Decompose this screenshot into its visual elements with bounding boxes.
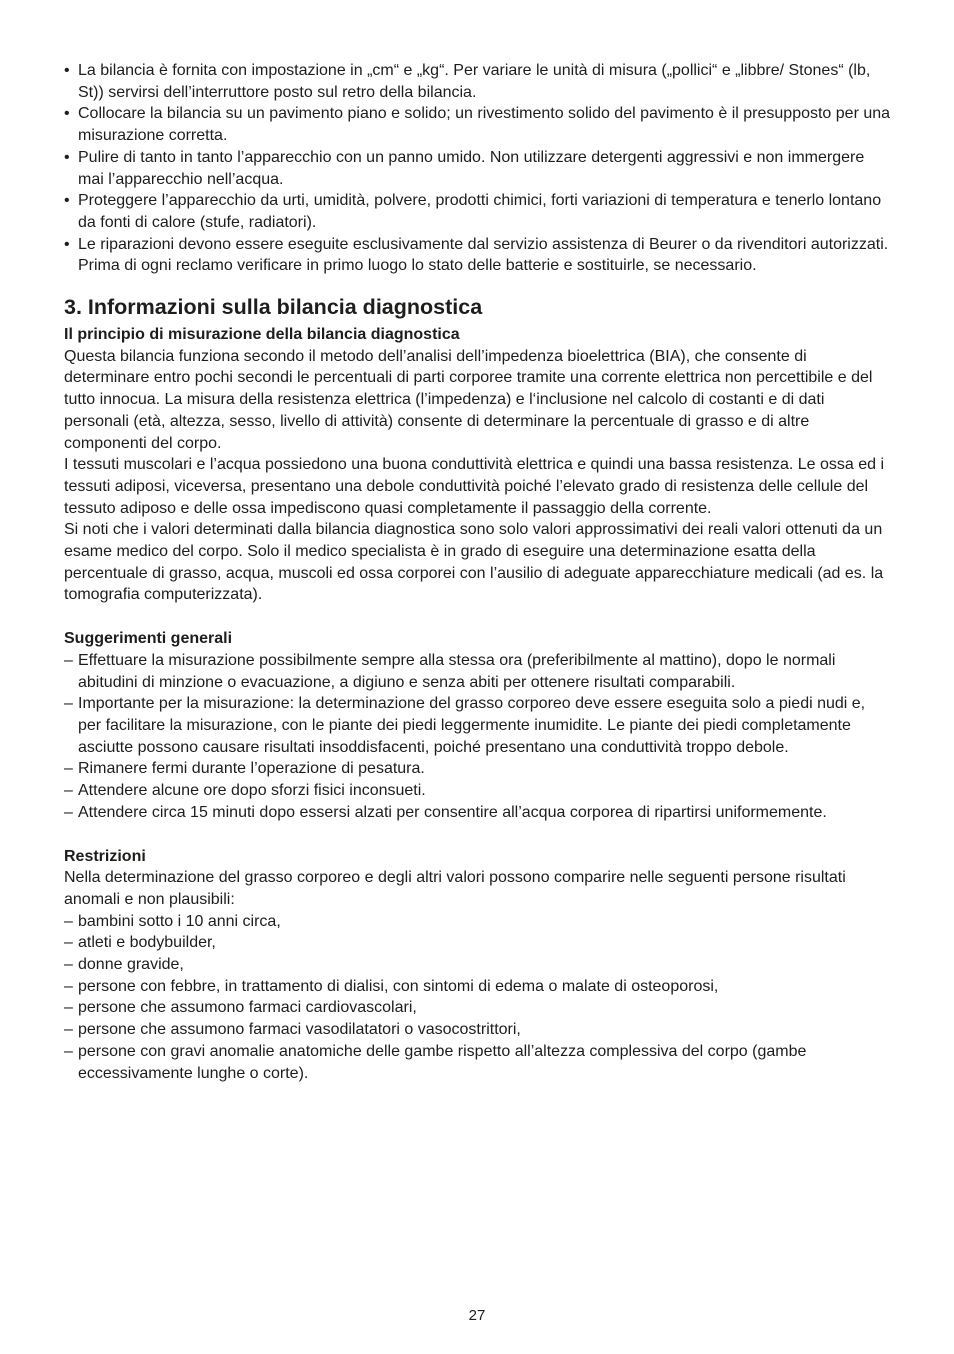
list-item: – Importante per la misurazione: la determinazione del grasso corporeo deve essere eseguita solo a piedi nudi e, per facilitare la misurazione, con le piante dei piedi leggermente inumidite. Le piante dei piedi completamente asciutte possono causare risultati insoddisfacenti, poiché presentano una conduttività troppo debole. <box>64 693 892 758</box>
principle-paragraph: I tessuti muscolari e l’acqua possiedono una buona conduttività elettrica e quindi una bassa resistenza. Le ossa ed i tessuti adiposi, viceversa, presentano una debole conduttività poiché l’elevato grado di resistenza delle cellule del tessuto adiposo e delle ossa impediscono quasi completamente il passaggio della corrente. <box>64 456 885 517</box>
list-item: – bambini sotto i 10 anni circa, <box>64 911 892 933</box>
list-item: – Effettuare la misurazione possibilmente sempre alla stessa ora (preferibilmente al mattino), dopo le normali abitudini di minzione o evacuazione, a digiuno e senza abiti per ottenere risultati comparabili. <box>64 650 892 693</box>
list-item: – persone con febbre, in trattamento di dialisi, con sintomi di edema o malate di osteoporosi, <box>64 976 892 998</box>
tips-list <box>64 650 892 824</box>
list-item: • Collocare la bilancia su un pavimento piano e solido; un rivestimento solido del pavimento è il presupposto per una misurazione corretta. <box>64 103 892 146</box>
principle-heading: Il principio di misurazione della bilancia diagnostica <box>64 326 460 344</box>
section-title: 3. Informazioni sulla bilancia diagnostica <box>64 295 483 320</box>
principle-paragraph: Si noti che i valori determinati dalla bilancia diagnostica sono solo valori approssimativi dei reali valori ottenuti da un esame medico del corpo. Solo il medico specialista è in grado di eseguire una determinazione esatta della percentuale di grasso, acqua, muscoli ed ossa corporei con l’ausilio di adeguate apparecchiature medicali (ad es. la tomografia computerizzata). <box>64 521 884 604</box>
list-item: – persone che assumono farmaci vasodilatatori o vasocostrittori, <box>64 1019 892 1041</box>
list-item: • Pulire di tanto in tanto l’apparecchio con un panno umido. Non utilizzare detergenti aggressivi e non immergere mai l’apparecchio nell’acqua. <box>64 147 892 190</box>
restrictions-intro: Nella determinazione del grasso corporeo e degli altri valori possono comparire nelle seguenti persone risultati anomali e non plausibili: <box>64 869 846 908</box>
list-item: – persone con gravi anomalie anatomiche delle gambe rispetto all’altezza complessiva del corpo (gambe eccessivamente lunghe o corte). <box>64 1041 892 1084</box>
tips-heading: Suggerimenti generali <box>64 630 233 648</box>
list-item: • La bilancia è fornita con impostazione in „cm“ e „kg“. Per variare le unità di misura („pollici“ e „libbre/ Stones“ (lb, St)) servirsi dell’interruttore posto sul retro della bilancia. <box>64 60 892 103</box>
list-item: • Proteggere l’apparecchio da urti, umidità, polvere, prodotti chimici, forti variazioni di temperatura e tenerlo lontano da fonti di calore (stufe, radiatori). <box>64 190 892 233</box>
list-item: – donne gravide, <box>64 954 892 976</box>
principle-paragraph: Questa bilancia funziona secondo il metodo dell’analisi dell’impedenza bioelettrica (BIA), che consente di determinare entro pochi secondi le percentuali di parti corporee tramite una corrente elettrica non percettibile e del tutto innocua. La misura della resistenza elettrica (l’impedenza) e l‘inclusione nel calcolo di costanti e di dati personali (età, altezza, sesso, livello di attività) consente di determinare la percentuale di grasso e di altre componenti del corpo. <box>64 347 873 452</box>
list-item: • Le riparazioni devono essere eseguite esclusivamente dal servizio assistenza di Beurer o da rivenditori autorizzati. Prima di ogni reclamo verificare in primo luogo lo stato delle batterie e sostituirle, se necessario. <box>64 234 892 277</box>
list-item: – atleti e bodybuilder, <box>64 932 892 954</box>
intro-bullet-list <box>64 60 892 277</box>
restrictions-heading: Restrizioni <box>64 847 146 865</box>
list-item: – persone che assumono farmaci cardiovascolari, <box>64 997 892 1019</box>
list-item: – Attendere alcune ore dopo sforzi fisici inconsueti. <box>64 780 892 802</box>
list-item: – Rimanere fermi durante l’operazione di pesatura. <box>64 758 892 780</box>
page-body <box>64 60 892 1084</box>
restrictions-list <box>64 911 892 1085</box>
page-number: 27 <box>468 1307 486 1324</box>
list-item: – Attendere circa 15 minuti dopo essersi alzati per consentire all’acqua corporea di ripartirsi uniformemente. <box>64 802 892 824</box>
